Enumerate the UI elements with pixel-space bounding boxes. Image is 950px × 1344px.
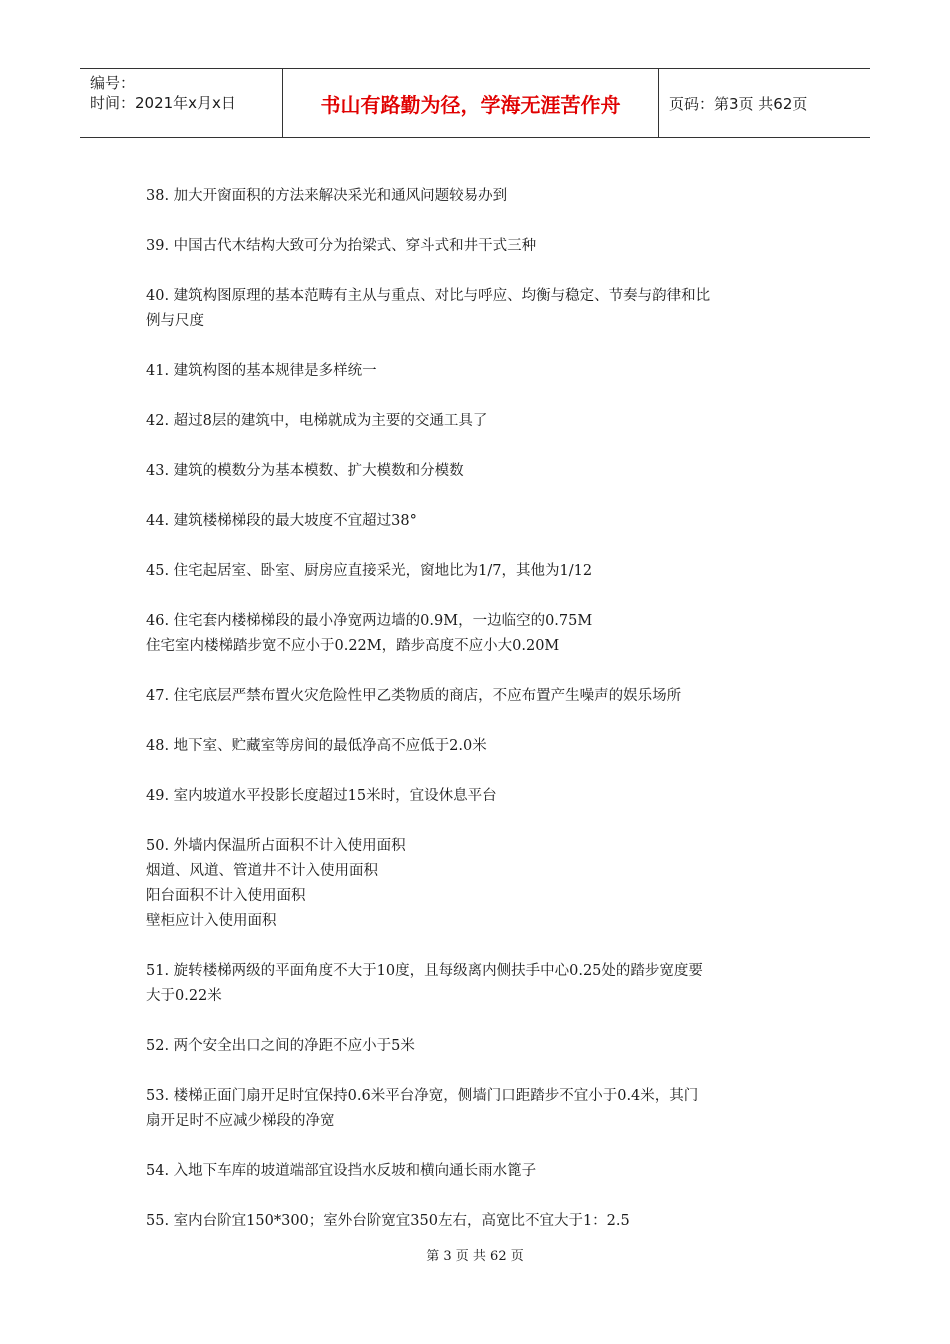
list-item-line: 44. 建筑楼梯梯段的最大坡度不宜超过38° — [146, 513, 417, 529]
list-item-line: 例与尺度 — [146, 313, 204, 329]
list-item-line: 43. 建筑的模数分为基本模数、扩大模数和分模数 — [146, 463, 464, 479]
list-item-line: 住宅室内楼梯踏步宽不应小于0.22M，踏步高度不应小大0.20M — [146, 638, 560, 654]
list-item-line: 46. 住宅套内楼梯梯段的最小净宽两边墙的0.9M，一边临空的0.75M — [146, 613, 593, 629]
list-item — [146, 234, 816, 259]
list-item-line: 51. 旋转楼梯两级的平面角度不大于10度，且每级离内侧扶手中心0.25处的踏步宽度要 — [146, 963, 703, 979]
list-item — [146, 959, 816, 1009]
list-item-line: 扇开足时不应减少梯段的净宽 — [146, 1113, 335, 1129]
list-item-line: 49. 室内坡道水平投影长度超过15米时，宜设休息平台 — [146, 788, 497, 804]
list-item-line: 阳台面积不计入使用面积 — [146, 888, 306, 904]
list-item-line: 39. 中国古代木结构大致可分为抬梁式、穿斗式和井干式三种 — [146, 238, 537, 254]
list-item-line: 53. 楼梯正面门扇开足时宜保持0.6米平台净宽，侧墙门口距踏步不宜小于0.4米，其门 — [146, 1088, 699, 1104]
list-item-line: 40. 建筑构图原理的基本范畴有主从与重点、对比与呼应、均衡与稳定、节奏与韵律和比 — [146, 288, 711, 304]
list-item — [146, 684, 816, 709]
list-item-line: 41. 建筑构图的基本规律是多样统一 — [146, 363, 377, 379]
list-item-line: 52. 两个安全出口之间的净距不应小于5米 — [146, 1038, 415, 1054]
document-number-label: 编号： — [90, 74, 136, 92]
list-item-line: 42. 超过8层的建筑中，电梯就成为主要的交通工具了 — [146, 413, 488, 429]
list-item — [146, 459, 816, 484]
list-item — [146, 1084, 816, 1134]
header-motto: 书山有路勤为径，学海无涯苦作舟 — [282, 69, 659, 137]
list-item — [146, 409, 816, 434]
document-header — [80, 68, 870, 138]
list-item-line: 47. 住宅底层严禁布置火灾危险性甲乙类物质的商店，不应布置产生噪声的娱乐场所 — [146, 688, 682, 704]
header-meta — [80, 69, 282, 137]
list-item — [146, 559, 816, 584]
list-item — [146, 1159, 816, 1184]
list-item-line: 38. 加大开窗面积的方法来解决采光和通风问题较易办到 — [146, 188, 508, 204]
list-item — [146, 609, 816, 659]
list-item-line: 55. 室内台阶宜150*300；室外台阶宽宜350左右，高宽比不宜大于1：2.5 — [146, 1213, 630, 1229]
list-item — [146, 284, 816, 334]
list-item — [146, 1209, 816, 1234]
list-item-line: 壁柜应计入使用面积 — [146, 913, 277, 929]
list-item — [146, 834, 816, 934]
list-item-line: 50. 外墙内保温所占面积不计入使用面积 — [146, 838, 406, 854]
list-item — [146, 509, 816, 534]
document-body — [146, 184, 816, 1259]
list-item-line: 大于0.22米 — [146, 988, 222, 1004]
list-item-line: 54. 入地下车库的坡道端部宜设挡水反坡和横向通长雨水篦子 — [146, 1163, 537, 1179]
list-item-line: 45. 住宅起居室、卧室、厨房应直接采光，窗地比为1/7，其他为1/12 — [146, 563, 593, 579]
list-item-line: 烟道、风道、管道井不计入使用面积 — [146, 863, 378, 879]
list-item — [146, 784, 816, 809]
header-page-info: 页码：第3页 共62页 — [669, 94, 808, 113]
list-item — [146, 734, 816, 759]
list-item — [146, 359, 816, 384]
document-date: 时间：2021年x月x日 — [90, 94, 236, 112]
list-item — [146, 184, 816, 209]
list-item — [146, 1034, 816, 1059]
page-footer: 第 3 页 共 62 页 — [426, 1249, 524, 1264]
list-item-line: 48. 地下室、贮藏室等房间的最低净高不应低于2.0米 — [146, 738, 487, 754]
